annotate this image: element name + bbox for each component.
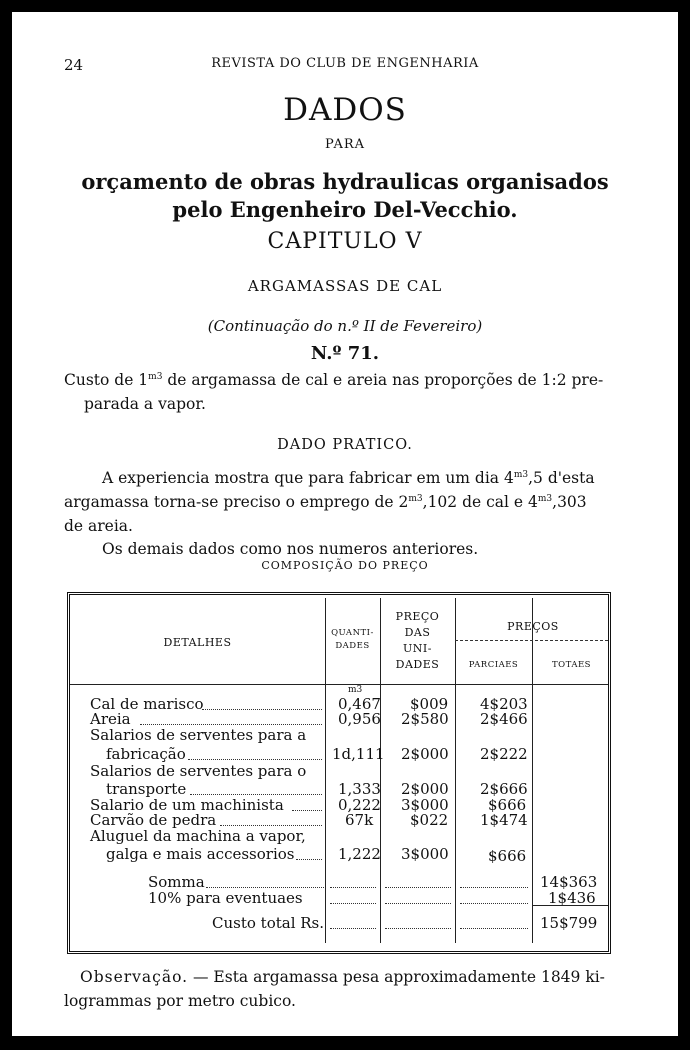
row-unit-price: $009 (410, 695, 449, 713)
paragraph-1-line-3: de areia. (64, 517, 133, 535)
header-parciaes: PARCIAES (468, 660, 519, 670)
price-table (67, 592, 611, 954)
row-partial: $666 (488, 847, 527, 865)
row-partial: 1$474 (480, 811, 528, 829)
leader-dots (385, 903, 451, 904)
precos-rule (455, 640, 608, 641)
leader-dots (140, 724, 322, 725)
leader-dots (385, 928, 451, 929)
observation-line-1: Observação. — Esta argamassa pesa approximadamente 1849 ki- (80, 968, 605, 986)
row-label-continuation: transporte (106, 780, 187, 798)
unit-label: m3 (348, 685, 363, 695)
eventuaes-label: 10% para eventuaes (148, 889, 303, 907)
somma-label: Somma (148, 873, 205, 891)
row-quantity: 0,956 (338, 710, 381, 728)
row-unit-price: 2$000 (401, 745, 449, 763)
row-quantity: 1,222 (338, 845, 381, 863)
continuation-note: (Continuação do n.º II de Fevereiro) (207, 317, 483, 335)
row-quantity: 67k (345, 811, 374, 829)
row-label-continuation: fabricação (106, 745, 186, 763)
column-divider (455, 598, 456, 943)
item-number: N.º 71. (310, 343, 380, 364)
row-unit-price: 3$000 (401, 845, 449, 863)
custo-total-label: Custo total Rs. (212, 914, 325, 932)
leader-dots (330, 903, 376, 904)
leader-dots (220, 825, 322, 826)
page-number: 24 (64, 56, 84, 74)
row-partial: 2$666 (480, 780, 528, 798)
dado-pratico-heading: DADO PRATICO. (277, 437, 413, 453)
column-divider (532, 598, 533, 943)
header-totaes: TOTAES (551, 660, 591, 670)
leader-dots (385, 887, 451, 888)
header-quantidades: QUANTI- DADES (331, 628, 374, 651)
section-title: ARGAMASSAS DE CAL (247, 277, 443, 295)
paragraph-1-line-1: A experiencia mostra que para fabricar em um dia $4^{m3},5$ d'esta (102, 469, 595, 487)
row-quantity: 1,333 (338, 780, 381, 798)
intro-line-2: parada a vapor. (84, 395, 206, 413)
paragraph-2: Os demais dados como nos numeros anteriores. (102, 540, 479, 558)
row-label: Salarios de serventes para a (90, 726, 307, 744)
title-line-2: pelo Engenheiro Del-Vecchio. (172, 197, 518, 222)
eventuaes-value: 1$436 (548, 889, 596, 907)
header-detalhes: DETALHES (163, 636, 232, 649)
leader-dots (206, 887, 324, 888)
table-caption: COMPOSIÇÃO DO PREÇO (261, 559, 429, 572)
row-label: Cal de marisco (90, 695, 204, 713)
row-quantity: 1d,111 (332, 745, 385, 763)
document-page (12, 12, 678, 1036)
row-partial: $666 (488, 796, 527, 814)
somma-value: 14$363 (540, 873, 598, 891)
paragraph-1-line-2: argamassa torna-se preciso o emprego de $2^{m3},102$ de cal e $4^{m3},303$ (64, 493, 587, 511)
header-preco-unidades: PREÇO DAS UNI- DADES (395, 610, 440, 671)
running-title: REVISTA DO CLUB DE ENGENHARIA (211, 56, 479, 71)
leader-dots (292, 810, 322, 811)
row-label: Carvão de pedra (90, 811, 217, 829)
leader-dots (460, 903, 528, 904)
row-label: Salario de um machinista (90, 796, 284, 814)
leader-dots (296, 859, 322, 860)
leader-dots (330, 928, 376, 929)
row-unit-price: 3$000 (401, 796, 449, 814)
row-label: Aluguel da machina a vapor, (90, 827, 306, 845)
title-line-1: orçamento de obras hydraulicas organisados (81, 169, 609, 194)
leader-dots (460, 928, 528, 929)
row-partial: 4$203 (480, 695, 528, 713)
custo-total-value: 15$799 (540, 914, 598, 932)
row-label-continuation: galga e mais accessorios (106, 845, 295, 863)
leader-dots (330, 887, 376, 888)
title-para: PARA (324, 137, 366, 152)
row-unit-price: 2$000 (401, 780, 449, 798)
observation-line-2: logrammas por metro cubico. (64, 992, 296, 1010)
header-precos: PREÇOS (507, 620, 559, 633)
row-quantity: 0,222 (338, 796, 381, 814)
leader-dots (188, 759, 322, 760)
row-quantity: 0,467 (338, 695, 381, 713)
leader-dots (202, 709, 322, 710)
intro-line-1: Custo de $1^{m3}$ de argamassa de cal e areia nas proporções de 1:2 pre- (64, 371, 604, 389)
row-label: Areia (90, 710, 131, 728)
header-rule (70, 684, 608, 685)
row-unit-price: $022 (410, 811, 449, 829)
chapter-title: CAPITULO V (267, 229, 423, 254)
leader-dots (460, 887, 528, 888)
row-partial: 2$466 (480, 710, 528, 728)
row-unit-price: 2$580 (401, 710, 449, 728)
row-partial: 2$222 (480, 745, 528, 763)
title-main: DADOS (283, 92, 407, 128)
row-label: Salarios de serventes para o (90, 762, 307, 780)
leader-dots (190, 794, 322, 795)
